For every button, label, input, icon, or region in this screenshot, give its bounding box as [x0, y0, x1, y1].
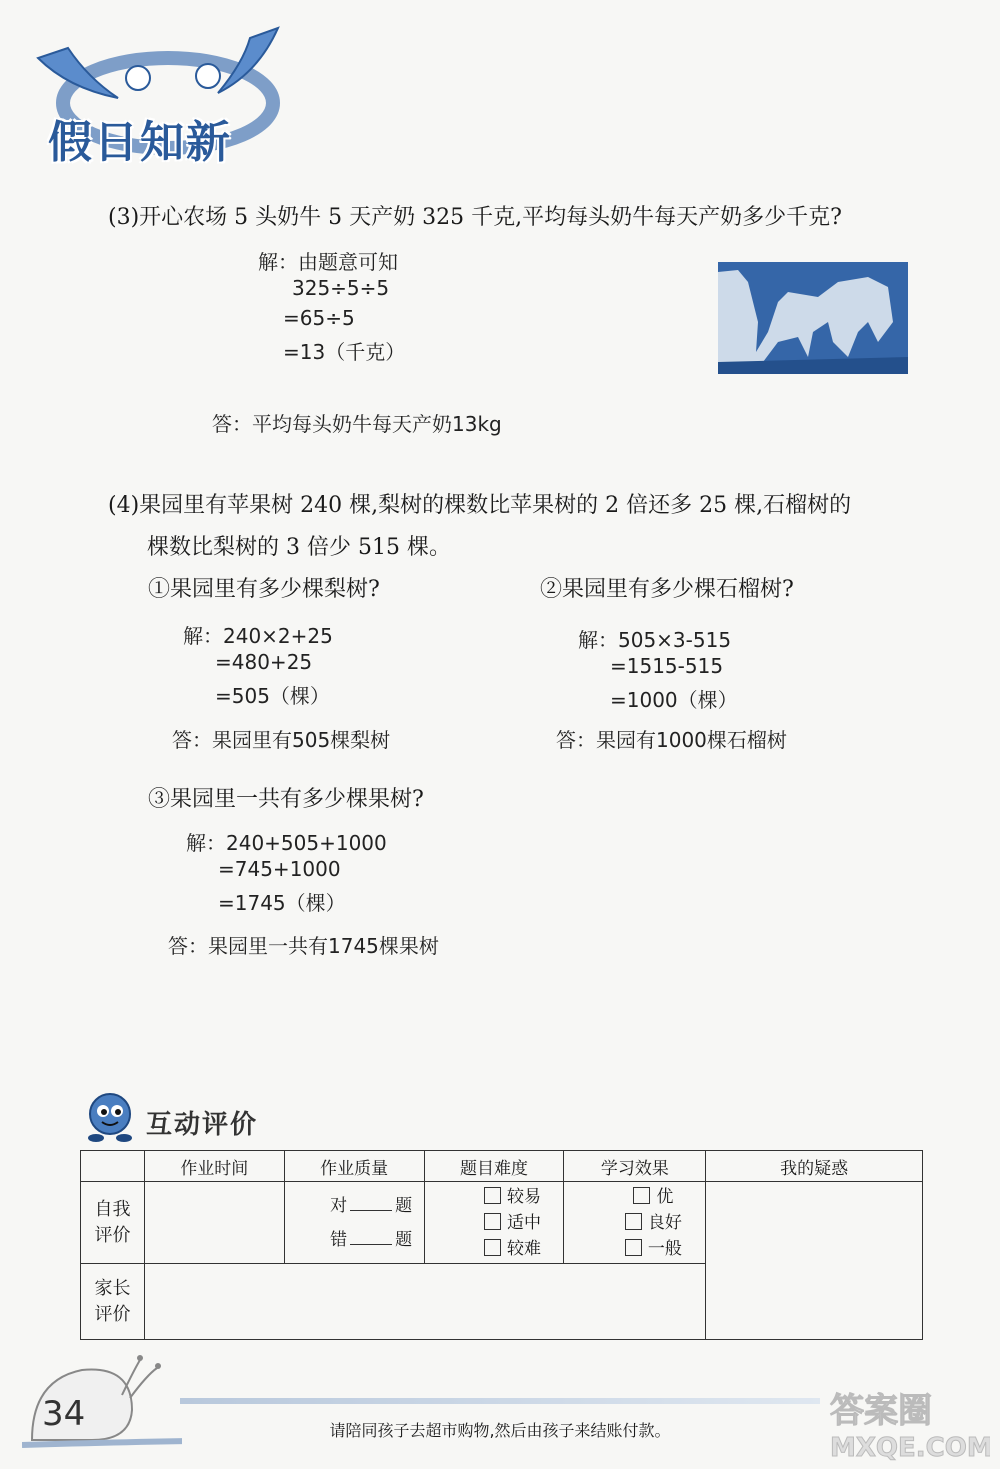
checkbox[interactable]	[484, 1239, 501, 1256]
solution-line: 解：240×2+25	[183, 624, 333, 648]
solution-line: 解：505×3-515	[578, 628, 732, 652]
correct-count-field[interactable]	[350, 1210, 392, 1211]
solution-line: =65÷5	[283, 306, 355, 330]
my-questions-cell[interactable]	[706, 1182, 923, 1340]
difficulty-option[interactable]: 适中	[463, 1210, 563, 1236]
wrong-count-field[interactable]	[350, 1244, 392, 1245]
solution-line: 解：由题意可知	[258, 250, 398, 274]
watermark-url: MXQE.COM	[830, 1433, 990, 1462]
self-eval-row	[81, 1182, 923, 1264]
watermark-text: 答案圈	[830, 1391, 932, 1431]
cows-photo	[718, 262, 908, 374]
footer-divider	[180, 1398, 820, 1404]
header-cell: 作业质量	[284, 1151, 424, 1182]
checkbox[interactable]	[625, 1213, 642, 1230]
sub-question-1: ①果园里有多少棵梨树?	[148, 577, 380, 602]
footer-text: 请陪同孩子去超市购物,然后由孩子来结账付款。	[329, 1421, 671, 1440]
header-cell: 题目难度	[424, 1151, 564, 1182]
header-logo	[28, 18, 288, 178]
parent-eval-cell[interactable]	[144, 1264, 705, 1340]
sub-question-2: ②果园里有多少棵石榴树?	[540, 577, 794, 602]
effect-option[interactable]: 优	[602, 1184, 704, 1210]
sub-question-3: ③果园里一共有多少棵果树?	[148, 787, 424, 812]
solution-line: =1745（棵）	[218, 891, 346, 915]
cows-image-icon	[718, 262, 908, 374]
evaluation-title: 互动评价	[146, 1110, 259, 1140]
self-eval-label: 自我 评价	[81, 1182, 145, 1264]
problem-4-question-line1: (4)果园里有苹果树 240 棵,梨树的棵数比苹果树的 2 倍还多 25 棵,石榴树的	[108, 493, 852, 518]
problem-3-question: (3)开心农场 5 头奶牛 5 天产奶 325 千克,平均每头奶牛每天产奶多少千克?	[108, 205, 842, 230]
solution-line: =1515-515	[610, 654, 724, 678]
page-number: 34	[42, 1394, 86, 1434]
solution-line: =13（千克）	[283, 340, 406, 364]
checkbox[interactable]	[625, 1239, 642, 1256]
effect-option[interactable]: 良好	[602, 1210, 704, 1236]
evaluation-table	[80, 1150, 923, 1340]
header-cell-empty	[81, 1151, 145, 1182]
header-cell: 学习效果	[564, 1151, 706, 1182]
header-cell: 我的疑惑	[706, 1151, 923, 1182]
table-header-row	[81, 1151, 923, 1182]
logo-title: 假日知新	[48, 117, 232, 168]
homework-time-cell[interactable]	[144, 1182, 284, 1264]
checkbox[interactable]	[633, 1187, 650, 1204]
checkbox[interactable]	[484, 1187, 501, 1204]
sub3-answer: 答：果园里一共有1745棵果树	[168, 934, 439, 958]
solution-line: 325÷5÷5	[292, 276, 390, 300]
solution-line: =480+25	[215, 650, 313, 674]
learning-effect-cell	[564, 1182, 706, 1264]
difficulty-option[interactable]: 较难	[463, 1236, 563, 1262]
effect-option[interactable]: 一般	[602, 1236, 704, 1262]
problem-3-answer: 答：平均每头奶牛每天产奶13kg	[212, 412, 502, 436]
mascot-icon	[78, 1086, 142, 1146]
difficulty-option[interactable]: 较易	[463, 1184, 563, 1210]
solution-line: 解：240+505+1000	[186, 831, 387, 855]
sub1-answer: 答：果园里有505棵梨树	[172, 728, 391, 752]
solution-line: =1000（棵）	[610, 688, 738, 712]
problem-4-question-line2: 棵数比梨树的 3 倍少 515 棵。	[147, 535, 451, 560]
solution-line: =745+1000	[218, 857, 341, 881]
homework-quality-cell: 对 题 错 题	[284, 1182, 424, 1264]
watermark-logo	[820, 1380, 990, 1462]
solution-line: =505（棵）	[215, 684, 330, 708]
evaluation-header	[78, 1086, 278, 1146]
watermark-icon	[820, 1380, 990, 1462]
checkbox[interactable]	[484, 1213, 501, 1230]
sub2-answer: 答：果园有1000棵石榴树	[556, 728, 787, 752]
header-cell: 作业时间	[144, 1151, 284, 1182]
difficulty-cell	[424, 1182, 564, 1264]
parent-eval-label: 家长 评价	[81, 1264, 145, 1340]
